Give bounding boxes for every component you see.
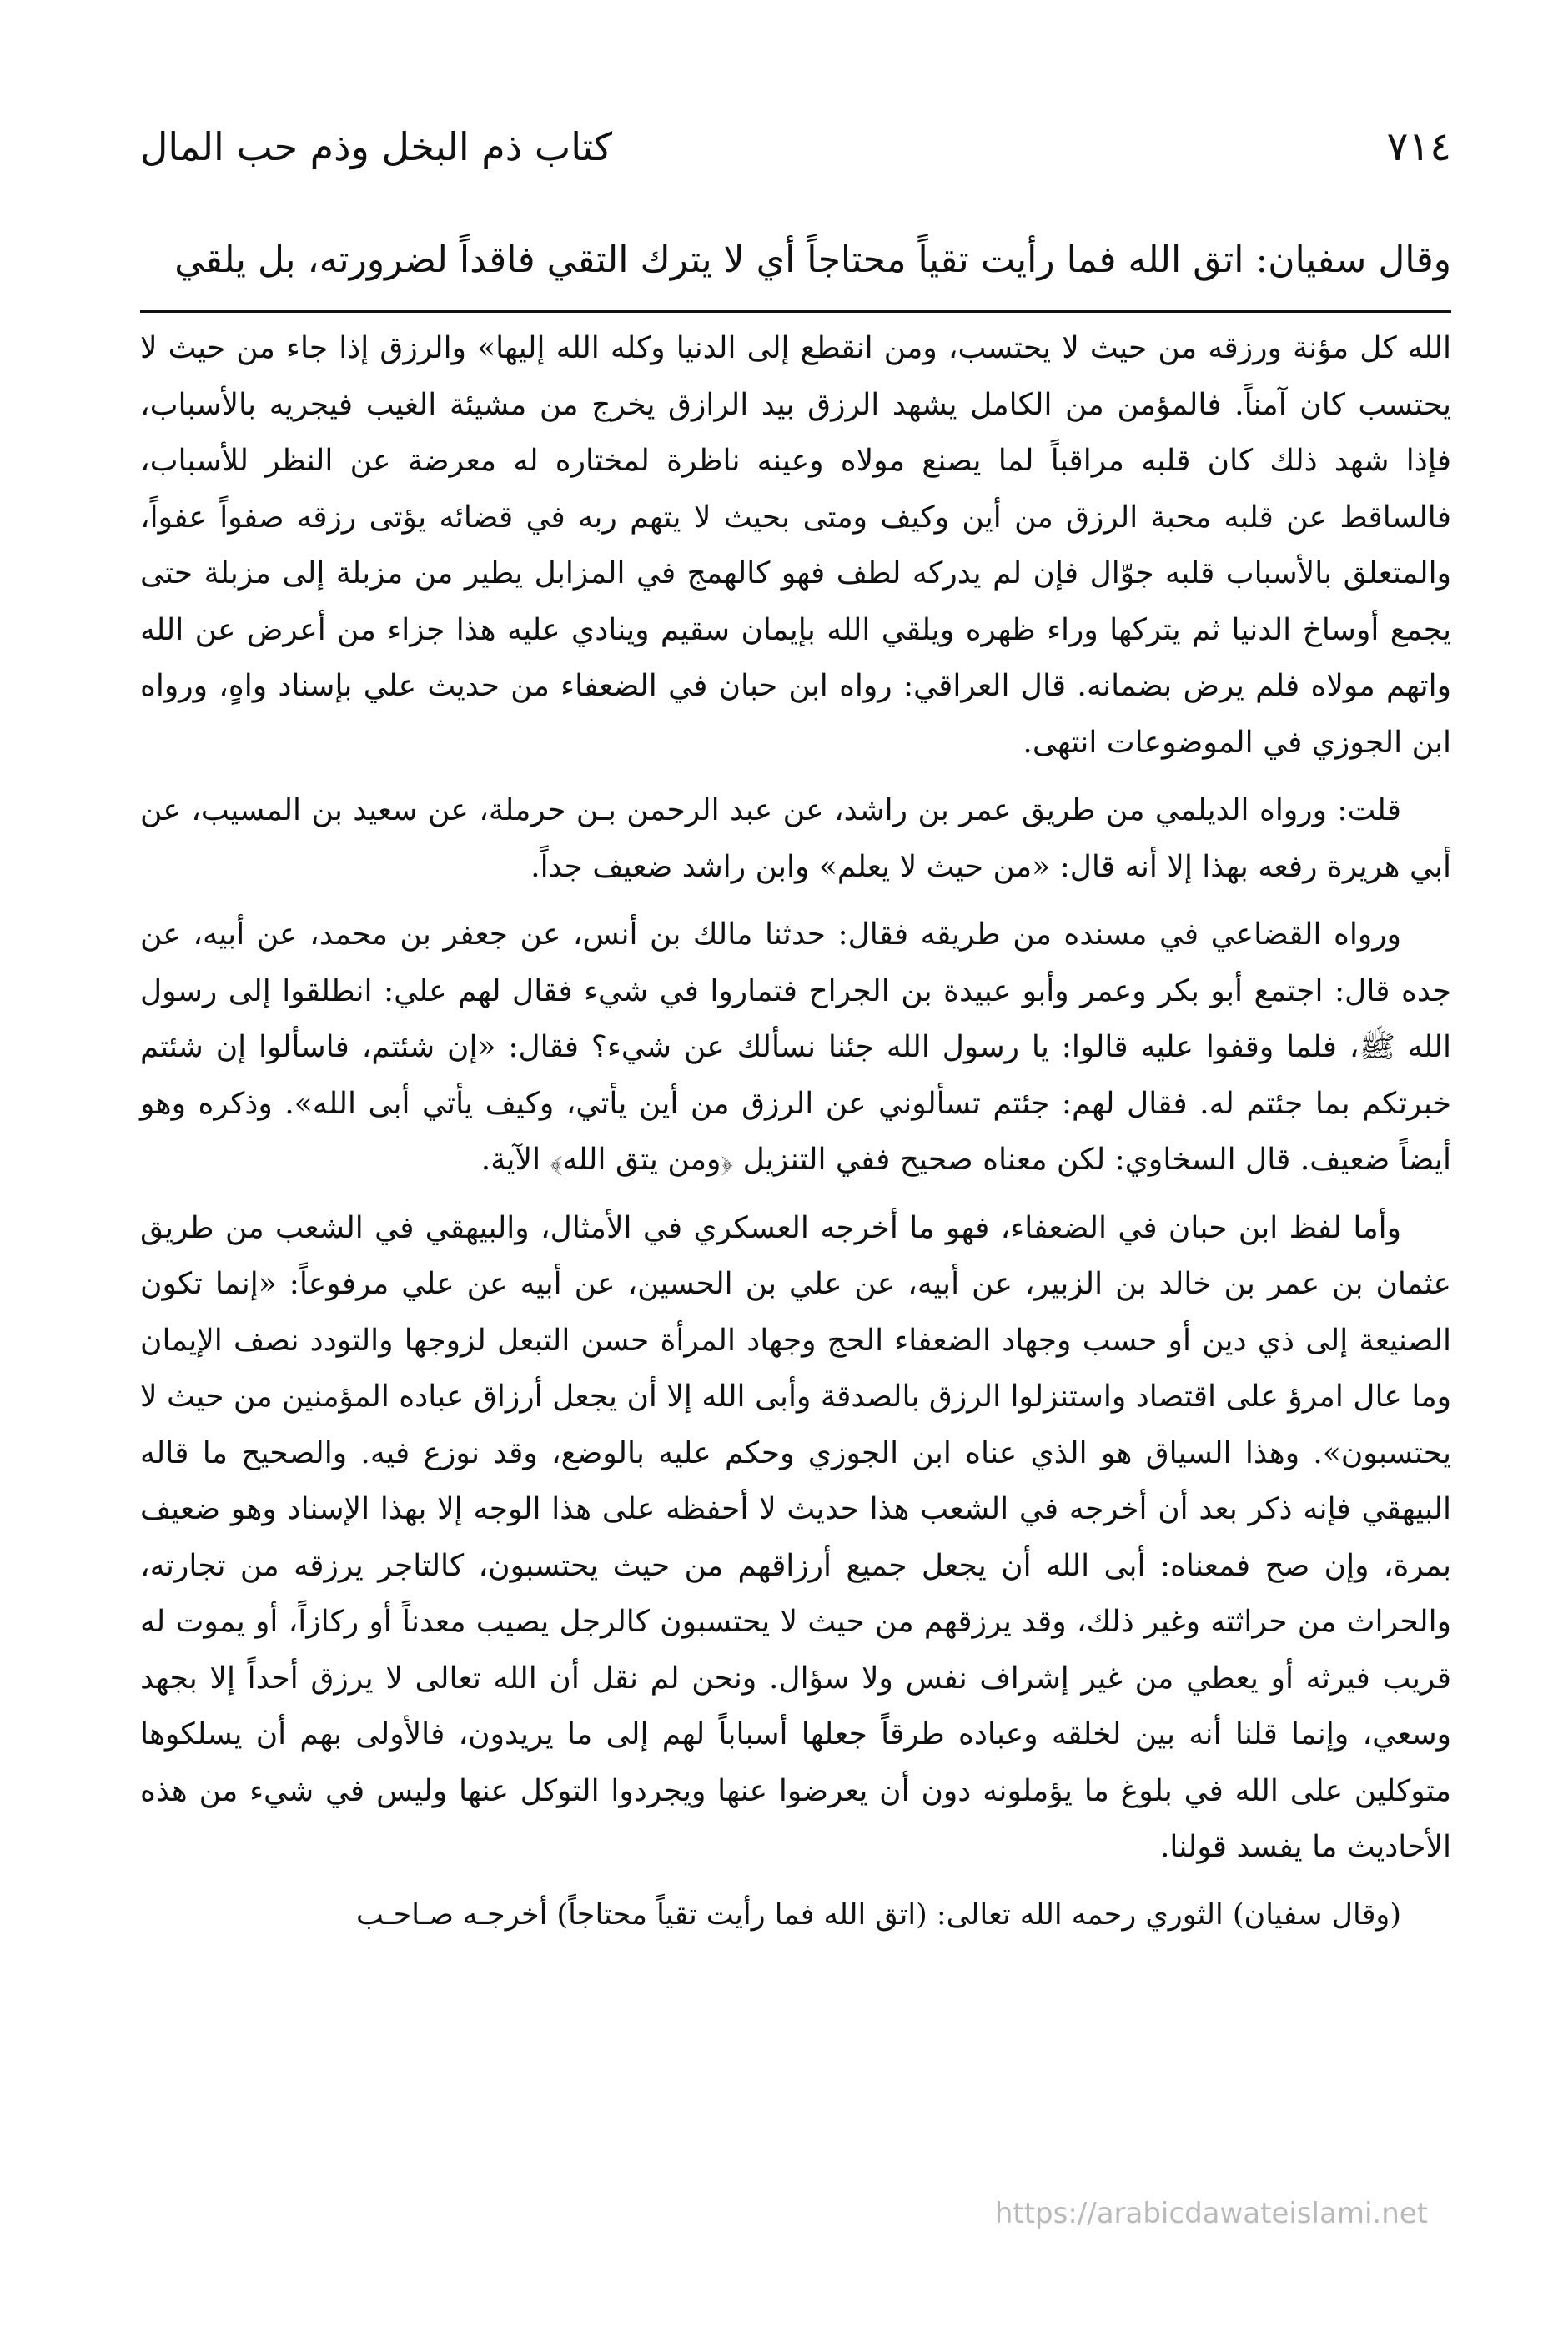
commentary bbox=[140, 320, 1451, 1955]
separator-rule bbox=[140, 310, 1451, 313]
commentary-paragraph: الله كل مؤنة ورزقه من حيث لا يحتسب، ومن انقطع إلى الدنيا وكله الله إليها» والرزق إذا جاء من حيث لا يحتسب كان آمناً. فالمؤمن من الكامل يشهد الرزق بيد الرازق يخرج من مشيئة الغيب فيجريه بالأسباب، فإذا شهد ذلك كان قلبه مراقباً لما يصنع مولاه وعينه ناظرة لمختاره له معرضة عن النظر للأسباب، فالساقط عن قلبه محبة الرزق من أين وكيف ومتى بحيث لا يتهم ربه في قضائه يؤتى رزقه صفواً عفواً، والمتعلق بالأسباب قلبه جوّال فإن لم يدركه لطف فهو كالهمج في المزابل يطير من مزبلة إلى مزبلة حتى يجمع أوساخ الدنيا ثم يتركها وراء ظهره ويلقي الله بإيمان سقيم وينادي عليه هذا جزاء من أعرض عن الله واتهم مولاه فلم يرض بضمانه. قال العراقي: رواه ابن حبان في الضعفاء من حديث علي بإسناد واهٍ، ورواه ابن الجوزي في الموضوعات انتهى. bbox=[140, 331, 1451, 760]
commentary-paragraph: قلت: ورواه الديلمي من طريق عمر بن راشد، عن عبد الرحمن بـن حرملة، عن سعيد بن المسيب، عن أبي هريرة رفعه بهذا إلا أنه قال: «من حيث لا يعلم» وابن راشد ضعيف جداً. bbox=[140, 793, 1451, 884]
watermark: https://arabicdawateislami.net bbox=[994, 2197, 1428, 2230]
page-header bbox=[140, 113, 1451, 180]
commentary-paragraph: (وقال سفيان) الثوري رحمه الله تعالى: (اتق الله فما رأيت تقياً محتاجاً) أخرجـه صـاحـب bbox=[356, 1897, 1401, 1932]
book-title: كتاب ذم البخل وذم حب المال bbox=[140, 124, 612, 169]
page-number: ٧١٤ bbox=[1386, 123, 1451, 170]
commentary-paragraph: ورواه القضاعي في مسنده من طريقه فقال: حدثنا مالك بن أنس، عن جعفر بن محمد، عن أبيه، عن جده قال: اجتمع أبو بكر وعمر وأبو عبيدة بن الجراح فتماروا في شيء فقال لهم علي: انطلقوا إلى رسول الله ﷺ، فلما وقفوا عليه قالوا: يا رسول الله جئنا نسألك عن شيء؟ فقال: «إن شئتم، فاسألوا إن شئتم خبرتكم بما جئتم له. فقال لهم: جئتم تسألوني عن الرزق من أين يأتي، وكيف يأتي أبى الله». وذكره وهو أيضاً ضعيف. قال السخاوي: لكن معناه صحيح ففي التنزيل ﴿ومن يتق الله﴾ الآية. bbox=[140, 917, 1452, 1177]
commentary-paragraph: وأما لفظ ابن حبان في الضعفاء، فهو ما أخرجه العسكري في الأمثال، والبيهقي في الشعب من طريق عثمان بن عمر بن خالد بن الزبير، عن أبيه، عن علي بن الحسين، عن أبيه عن علي مرفوعاً: «إنما تكون الصنيعة إلى ذي دين أو حسب وجهاد الضعفاء الحج وجهاد المرأة حسن التبعل لزوجها والتودد نصف الإيمان وما عال امرؤ على اقتصاد واستنزلوا الرزق بالصدقة وأبى الله إلا أن يجعل أرزاق عباده المؤمنين من حيث لا يحتسبون». وهذا السياق هو الذي عناه ابن الجوزي وحكم عليه بالوضع، وقد نوزع فيه. والصحيح ما قاله البيهقي فإنه ذكر بعد أن أخرجه في الشعب هذا حديث لا أحفظه على هذا الوجه إلا بهذا الإسناد وهو ضعيف بمرة، وإن صح فمعناه: أبى الله أن يجعل جميع أرزاقهم من حيث يحتسبون، كالتاجر يرزقه من تجارته، والحراث من حراثته وغير ذلك، وقد يرزقهم من حيث لا يحتسبون كالرجل يصيب معدناً أو ركازاً، أو يموت له قريب فيرثه أو يعطي من غير إشراف نفس ولا سؤال. ونحن لم نقل أن الله تعالى لا يرزق أحداً إلا بجهد وسعي، وإنما قلنا أنه بين لخلقه وعباده طرقاً جعلها أسباباً لهم إلى ما يريدون، فالأولى بهم أن يسلكوها متوكلين على الله في بلوغ ما يؤملونه دون أن يعرضوا عنها ويجردوا التوكل عنها وليس في شيء من هذه الأحاديث ما يفسد قولنا. bbox=[140, 1210, 1452, 1864]
main-text: وقال سفيان: اتق الله فما رأيت تقياً محتاجاً أي لا يترك التقي فاقداً لضرورته، بل يلقي bbox=[174, 239, 1451, 281]
